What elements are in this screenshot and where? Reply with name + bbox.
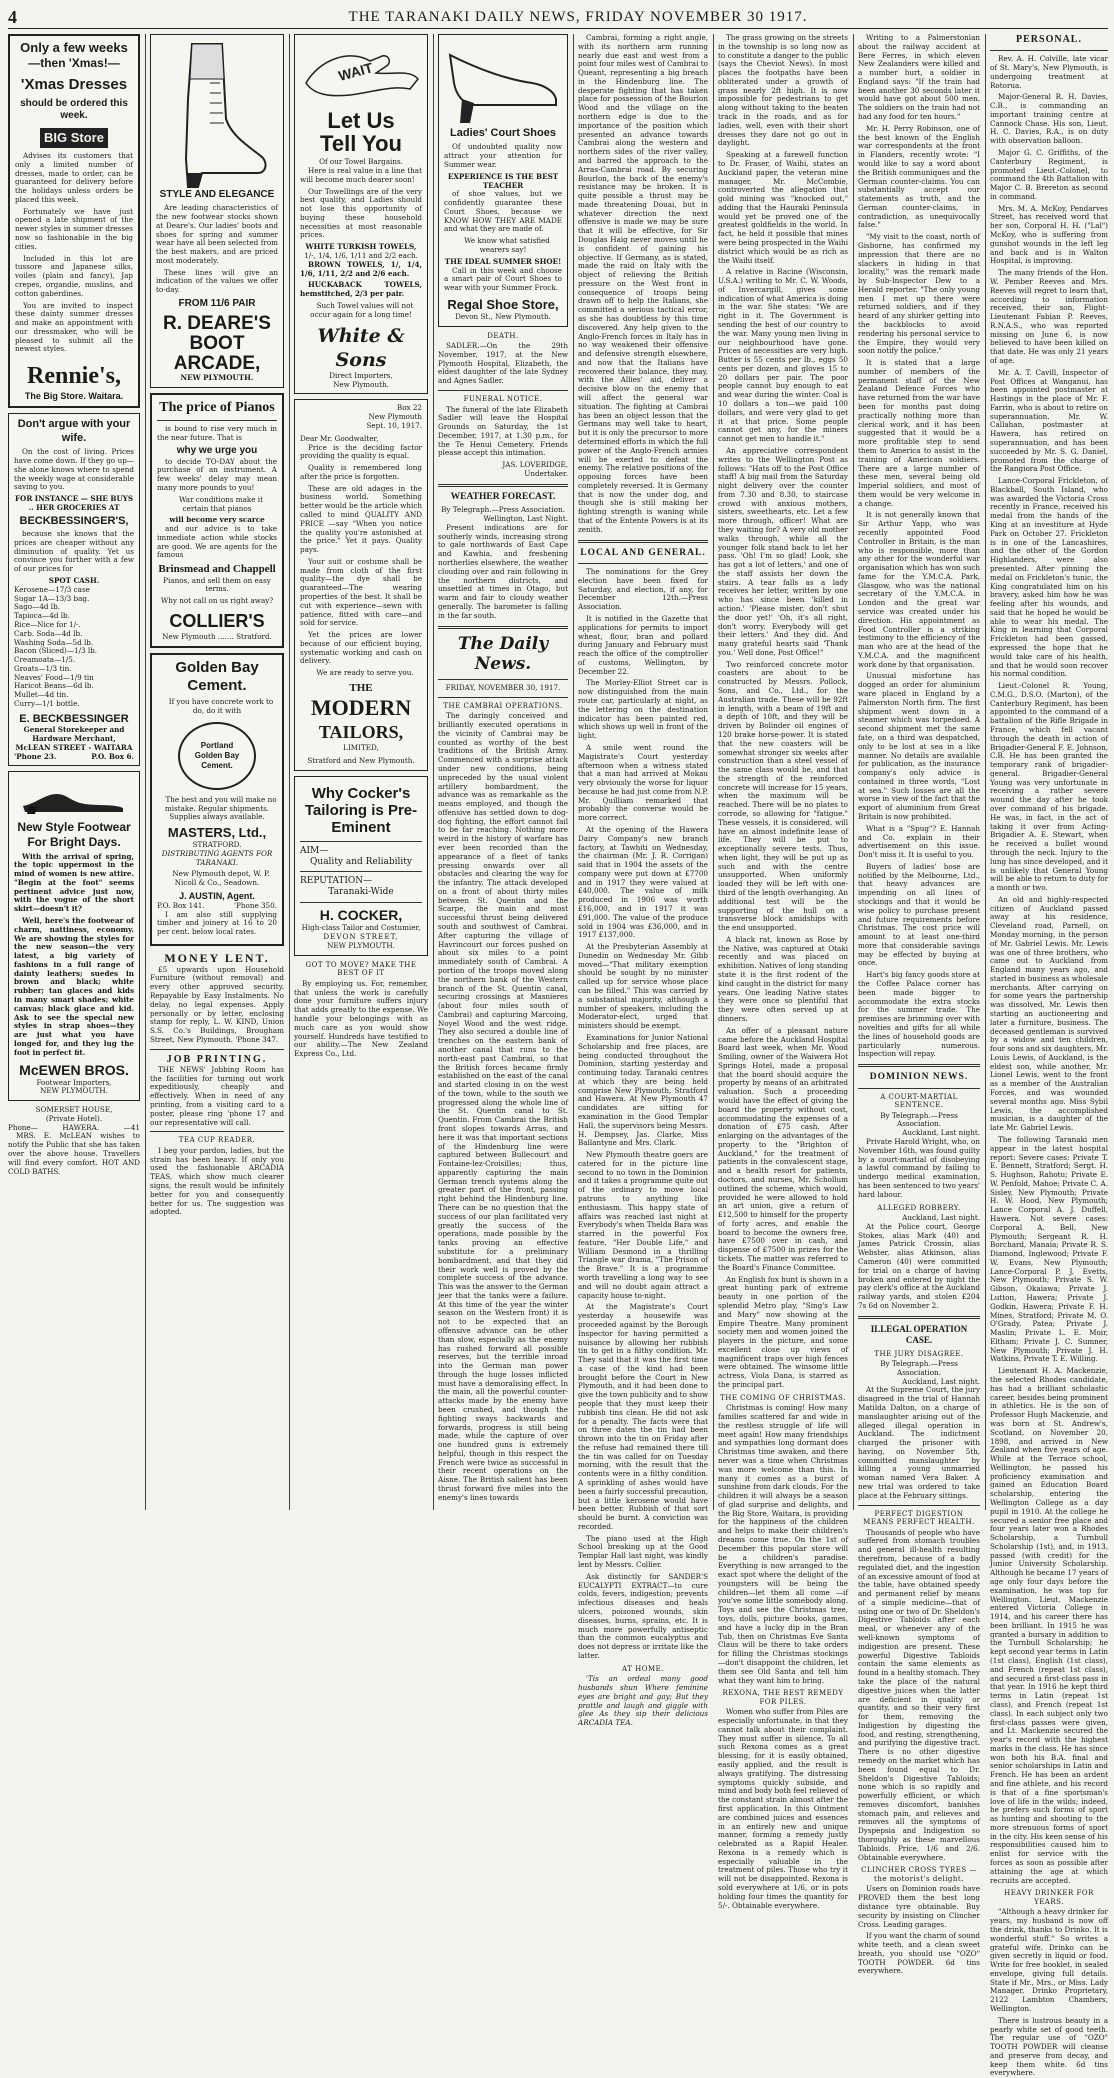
c7-body4: It is stated that a large number of members of the permanent staff of the New Zealand Defence Forces who have returned from the war have been for months past doing practically nothing more than clerical work, and it has been suggested that it would be a more profitable step to send them to America to assist in the training of American soldiers. There are a large number of these men, several being old Imperial soldiers, and most of them would be very welcome in a change. bbox=[858, 358, 980, 508]
local-body11: The piano used at the High School breaking up at the Good Templar Hall last night, was kindly lent by Messrs. Collier. bbox=[578, 1533, 708, 1570]
page-number: 4 bbox=[8, 6, 17, 27]
funeral-sig: JAS. LOVERIDGE, bbox=[502, 460, 568, 470]
local-body10: At the Magistrate's Court yesterday a housewife was proceeded against by the Borough Inspector for having permitted a nuisance by allowing her rubbish tin to get in a filthy condition. Mr. They said that it was the first time a case of the kind had been brought before the Court in New Plymouth, and it had been done to give the town publicity and to show people that they must keep their rubbish tins clean. He did not ask for a penalty. The facts were that on three dates the tin had been thrown into the tin on Friday after the refuse had remained there till the tin was called for on Tuesday morning, with the result that the contents were in a filthy condition. A sprinkling of ashes would have been a fairly successful precaution, but a little kerosene would have been better. Rubbish of that sort should be burnt. A conviction was recorded. bbox=[578, 1302, 708, 1531]
local-body6: At the opening of the Hawera Dairy Company's new branch factory, at Tawhiti on Wednesday, the chairman (Mr. J. R. Corrigan) said that in 1904 the assets of the company were put down at £7700 and in 1917 they were valued at £40,000. The value of milk produced in 1906 was worth £16,000, and in 1917 it was £91,000. The value of the produce sold in 1904 was £36,000, and in 1917 £137,000. bbox=[578, 824, 708, 940]
weather-by: By Telegraph.—Press Association. bbox=[441, 505, 565, 515]
death-head: DEATH. bbox=[487, 331, 519, 340]
beck-body2: because she knows that the prices are cheaper without any diminution of quality. Yet us convince you further with a few of our prices for bbox=[14, 529, 134, 574]
rennie-body1: Advises its customers that only a limited number of dresses, made to order, can be guaranteed for delivery before the holidays unless orders be placed this week. bbox=[15, 151, 133, 204]
cocker-rep2: Taranaki-Wide bbox=[328, 887, 394, 898]
pianos-body3: War conditions make it certain that pianos bbox=[179, 494, 263, 513]
modern-tailors-ad bbox=[294, 399, 428, 770]
cement-depot: New Plymouth depot, W. P. Nicoll & Co., Seadown. bbox=[172, 869, 270, 888]
pianos-town: New Plymouth ....... Stratford. bbox=[162, 631, 272, 641]
letter-body2: Quality is remembered long after the price is forgotten. bbox=[300, 463, 422, 481]
tea-head: TEA CUP READER. bbox=[178, 1136, 256, 1145]
c7-body3: "My visit to the coast, north of Gisborne, has confirmed my impression that there are no slackers in hiding in that locality," was the remark made by Sub-Inspector Dew to a Herald reporter. "The only young men I met up there were returned soldiers, and if they heard of any shirker getting into the backblocks to avoid rendering his personal service to the Empire, they would very soon notify the police." bbox=[858, 232, 980, 356]
price-item-label: Tapioca—4d lb. bbox=[14, 611, 70, 621]
shoe-illustration-icon bbox=[15, 776, 133, 820]
c6-body9: Christmas is coming! How many families scattered far and wide in the restless struggle of life will meet again! How many friendships and sympathies long dormant does Christmas time awaken, and there never was a time when Christmas was more welcome than this. In many it comes as a burst of sunshine from dark clouds. For the children it will always be a season of glad surprise and delights, and the Big Store, Waitara, is providing for the happiness of the children and helps to make their children's dreams come true. On the 1st of December this popular store will be a children's paradise. Everything is now arranged to the exact spot where the delight of the youngsters will be being the children—let them all come —if you've some little somebody along. Toys and see the Christmas tree, toys, dolls, picture books, games, and have a lucky dip in the Bran Tub, then on Christmas Eve Santa Claus will be there to take orders for filling the Christmas stockings —don't disappoint the children, let them see Old Santa and tell him what they want him to bring. bbox=[718, 1403, 848, 1685]
somerset-name: SOMERSET HOUSE, bbox=[35, 1105, 113, 1115]
cement-ad bbox=[150, 653, 284, 946]
c7-body7: What is a "Spug"? E. Hannah and Co. explain in their advertisement on this issue. Don't miss it. It is useful to you. bbox=[858, 823, 980, 860]
white-t1: WHITE TURKISH TOWELS, bbox=[305, 242, 417, 252]
regal-head: Ladies' Court Shoes bbox=[450, 127, 556, 139]
somerset-body: MRS. E. McLEAN wishes to notify the Public that she has taken over the above house. Travellers will find every comfort. HOT AND COLD BATHS. bbox=[8, 1131, 140, 1176]
death-body: SADLER.—On the 29th November, 1917, at the New Plymouth Hospital, Elizabeth, the eldest daughter of the late Sydney and Agnes Sadler. bbox=[438, 341, 568, 386]
c7-body6: Unusual misfortune has dogged an order for aluminium ware placed in England by a Palmerston North firm. The first shipment went down in a steamer which was torpedoed. A second shipment met the same fate, on a third was despatched, only to be lost at sea in a like manner. No details are available for publication, as the insurance company's only advice is contained in three words, "Lost at sea." Such losses are all the worse in view of the fact that the export of aluminium from Great Britain is now prohibited. bbox=[858, 671, 980, 821]
clincher-head: CLINCHER CROSS TYRES — the motorist's delight. bbox=[861, 1866, 977, 1883]
mcewen-desc: Footwear Importers, bbox=[36, 1077, 112, 1087]
money-body: £5 upwards upon Household Furniture (without removal) and every other approved security. Repayable by Easy Instalments. No delay, no legal expenses. Apply personally or by letter, enclosing stamp for reply, L. W. KIND, Union S.S. Co.'s Buildings, Brougham Street, New Plymouth. 'Phone 347. bbox=[150, 964, 284, 1044]
money-head: MONEY LENT. bbox=[164, 951, 270, 966]
white-town: New Plymouth. bbox=[333, 379, 389, 389]
home-poem: 'Tis an ordeal many good husbands shun Where feminine eyes are bright and gay; But they prattle and laugh and giggle with glee As they sip their delicious ARCADIA TEA. bbox=[578, 1674, 708, 1728]
pianos-body1: is bound to rise very much in the near future. That is bbox=[157, 423, 277, 442]
local-body5: A smile went round the Magistrate's Court yesterday afternoon when a witness stated that a man had arrived at Mokau very obviously the worse for liquor because he had just come from N.P. Mr. Quilliam remarked that probably the converse would be more correct. bbox=[578, 742, 708, 823]
tailors-name3: TAILORS, bbox=[318, 722, 404, 743]
drink-head: HEAVY DRINKER FOR YEARS. bbox=[1004, 1889, 1094, 1906]
c8-body13: There is lustrous beauty in a pearly white set of good teeth. The regular use of "OZO" TOOTH POWDER will cleanse and preserve from decay, and keep them white. 6d tins everywhere. bbox=[990, 2015, 1108, 2078]
letter-greet: Dear Mr. Goodwalter, bbox=[300, 433, 379, 443]
local-body9: New Plymouth theatre goers are catered for in the picture line second to no town in the Dominion and it takes a programme quite out of the ordinary to move local patrons to anything like enthusiasm. This happy state of affairs was reached last night at Everybody's when Thelda Bara was starred in the powerful Fox feature, "Her Double Life," and William Desmond in a thrilling Triangle war drama, "The Prison of the Brave." It is a programme worth travelling a long way to see and will no doubt again attract a capacity house to-night. bbox=[578, 1150, 708, 1300]
beck-body: On the cost of living. Prices have come down. If they go up—she alone knows where to spend the weekly wage at considerable saving to you. bbox=[14, 447, 134, 492]
tea-ad bbox=[150, 1136, 284, 1217]
rexona-head: REXONA, THE BEST REMEDY FOR PILES. bbox=[722, 1689, 844, 1706]
beck-desc: General Storekeeper and Hardware Merchant, bbox=[23, 725, 125, 743]
court-shoe-icon bbox=[444, 39, 564, 127]
c8-body6: Mr. A. T. Cavill, Inspector of Post Offices at Wanganui, has been appointed postmaster at Hastings in the place of Mr. F. Farrin, who is about to retire on superannuation. Mr. W. Callahan, postmaster at Hawera, has retired on superannuation, and has been succeeded by Mr. S. G. Daniel, promoted from the charge of the Rangiora Post Office. bbox=[990, 367, 1108, 474]
printing-head: JOB PRINTING. bbox=[166, 1053, 268, 1065]
c7-body5: It is not generally known that Sir Arthur Yapp, who was recently appointed Food Controller in Britain, is the man who is responsible, more than any other for the wonderful war organisation which has won such fame for the Y.M.C.A. Park, Glasgow, who was the national secretary of the Y.M.C.A. in London and the great war service was created under his direction. His appointment as Food Controller is a striking testimony to the efficiency of the man who are at the head of the Y.M.C.A. and the magnificent work done by that organisation. bbox=[858, 510, 980, 669]
column-6 bbox=[718, 33, 848, 1910]
price-item-label: Groats—1/3 tin. bbox=[14, 663, 72, 673]
price-item-label: Mullet—4d tin. bbox=[14, 690, 69, 700]
price-item-label: Bacon (Sliced)—1/3 lb. bbox=[14, 646, 98, 656]
column-4 bbox=[438, 34, 568, 1510]
c7-place3: Auckland, Last night. bbox=[902, 1376, 980, 1386]
c8-body12: "Although a heavy drinker for years, my husband is now off the drink, thanks to Drinko. It is wonderful stuff." So writes a grateful wife. Drinko can be given secretly in liquid or food. Write for free booklet, in sealed envelope, giving full details. State if Mr., Mrs., or Miss. Lady Manager, Drinko Proprietary, 2122 Lambton Chambers, Wellington. bbox=[990, 1907, 1108, 2013]
price-item-label: Carb. Soda—4d lb. bbox=[14, 628, 83, 638]
column-5 bbox=[578, 33, 708, 1728]
c6-body7: An offer of a pleasant nature came before the Auckland Hospital Board last week, when Mr. Wood Smiling, owner of the Waiwera Hot Springs Hotel, made a proposal that the board should acquire the property by means of an arbitrated valuation. Such a proceeding would have the effect of giving the board the property without cost, accommodating the expenses of a donation of £75 cash. After enlarging on the advantages of the property to the "Brighton of Auckland," for the treatment of patients in the convalescent stage, and a health resort for patients, doctors, and nurses, Mr. Schollum outlined the scheme, which would, provided he were allowed to hold an art union, give a return of £12,500 to himself for the property of forty acres, and enable the board to become the owners free, have £7500 over in cash, and dispense of £7500 in prizes for the tickets. The matter was referred to the Board's Finance Committee. bbox=[718, 1025, 848, 1272]
letter-body1: Price is the deciding factor providing the quality is equal. bbox=[300, 442, 422, 461]
letter-body4: Your suit or costume shall be made from cloth of the first quality—the dye shall be guaranteed—The wearing properties of the best. It shall be cut with experience—sewn with patience, fitted with care—and sold for service. bbox=[300, 556, 422, 628]
c8-body9: An old and highly-respected citizen of Auckland passed away at his residence, Cleveland road, Parnell, on Monday morning, in the person of Mr. Gabriel Lewis. Mr. Lewis was one of three brothers, who came out to Auckland from England many years ago, and started in business as wholesale merchants. After carrying on for some years the partnership was dissolved, Mr. Lewis then starting an auctioneering and later a furniture, business. The deceased gentleman is survived by a widow and ten children, four sons and six daughters, Mr. Louis Lewis, of Auckland, is the eldest son, while another, Mr. Lionel Lewis, went to the front as a member of the Australian Forces, and was wounded several months ago. Miss Sybil Lewis, the accomplished musician, is a daughter of the late Mr. Gabriel Lewis. bbox=[990, 894, 1108, 1133]
local-body8: Examinations for Junior National Scholarship and free places, are being conducted throughout the Dominion, starting yesterday and continuing today. Taranaki centres at which they are being held comprise New Plymouth, Stratford and Hawera. At New Plymouth 47 candidates are sitting for examination in the Good Templar Hall, the supervisors being Messrs. H. Dempsey, Jas. Clarke, Miss Ballantyne and Mrs. Clark. bbox=[578, 1032, 708, 1148]
cocker-desc: High-class Tailor and Costumier, bbox=[301, 923, 421, 933]
local-body2: The nominations for the Grey election have been fixed for Saturday, and election, if any, for December 12th.—Press Association. bbox=[578, 567, 708, 612]
local-body7: At the Presbyterian Assembly at Dunedin on Wednesday Mr. Gibb moved—"That military exemption should be sought by no minister called up for service whose place can be filled." This was carried by a substantial majority, although a number of speakers, including the Moderator-elect, urged that ministers should be exempt. bbox=[578, 942, 708, 1031]
rennie-store: BIG Store bbox=[40, 128, 108, 148]
white-body4: Such Towel values will not occur again for a long time! bbox=[310, 300, 414, 319]
regal-addr: Devon St., New Plymouth. bbox=[455, 311, 551, 321]
pianos-ad bbox=[150, 393, 284, 648]
deare-name: R. DEARE'S BOOT ARCADE, bbox=[163, 313, 271, 375]
local-body12: Ask distinctly for SANDER'S EUCALYPTI EXTRACT—to cure colds, fevers, indigestion; prevents infectious diseases and heals ulcers, poisoned wounds, skin diseases, burns, sprains, etc. It is much more powerfully antiseptic than the common eucalyptus and does not depress or irritate like the latter. bbox=[578, 1571, 708, 1660]
rennie-line2: —then 'Xmas!— bbox=[28, 55, 120, 70]
cement-town: STRATFORD. bbox=[192, 840, 242, 850]
rennie-line1: Only a few weeks bbox=[20, 40, 128, 55]
pianos-brand: Brinsmead and Chappell bbox=[158, 563, 276, 576]
beck-phone: 'Phone 23. bbox=[14, 751, 57, 761]
beck-po: P.O. Box 6. bbox=[91, 751, 134, 761]
c7-place2: Auckland, Last night. bbox=[902, 1213, 980, 1223]
rennie-body2: Fortunately we have just opened a late shipment of the newer styles in summer dresses now so fashionable in the big cities. bbox=[15, 206, 133, 251]
white-desc: Direct Importers, bbox=[329, 370, 393, 380]
funeral-head: FUNERAL NOTICE. bbox=[463, 394, 543, 403]
c7-by1: By Telegraph.—Press Association. bbox=[880, 1110, 958, 1129]
c7-body13: Thousands of people who have suffered from stomach troubles and general ill-health resulting therefrom, because of a badly regulated diet, and the ingestion of an excessive amount of food at the table, have obtained speedy and permanent relief by means of a simple medicine—that of using one or two of Dr. Sheldon's Digestive Tabloids after each meal, or whenever any of the well-known symptoms of indigestion are present. These powerful Digestive Tabloids contain the same elements as found in a healthy stomach. They take the place of the natural digestive juices when the latter are deficient in quality or quantity, and so their very first for them, removing the Indigestion by digesting the food, and resting, strengthening, and purifying the digestive tract. There is no other digestive remedy on the market which has been found equal to Dr. Sheldon's Digestive Tabloids; none which is so rapidly and powerfully efficient, or which removes discomfort, banishes stomach pain, and relieves and removes all the symptoms of Dyspepsia and Indigestion so thoroughly as these marvellous Tabloids. Price, 1/6 and 2/6. Obtainable everywhere. bbox=[858, 1527, 980, 1862]
letter-addr3: Sept. 10, 1917. bbox=[366, 420, 422, 430]
beck-store: BECKBESSINGER'S, bbox=[19, 514, 129, 527]
somerset-phone: Phone— bbox=[8, 1122, 38, 1132]
cement-agent: J. AUSTIN, Agent. bbox=[179, 890, 255, 901]
move-head: GOT TO MOVE? MAKE THE BEST OF IT bbox=[305, 960, 417, 978]
cement-body: If you have concrete work to do, do it with bbox=[168, 697, 274, 716]
c6-body10: Women who suffer from Piles are especially unfortunate, in that they cannot talk about their complaint. They must suffer in silence. To all such Rexona comes as a great blessing, for it is easily obtained, easily applied, and the result is always gratifying. The distressing symptoms quickly subside, and mind and body both feel relieved of the constant strain almost after the first application. In this Ointment are combined juices and essences in an entirely new and unique manner, forming a remedy justly celebrated as a Rapid Healer. Rexona is a remedy which is especially valuable in the treatment of piles. Those who try it will not be disappointed. Rexona is sold everywhere at 1/6, or in pots holding four times the quantity for 5/-. Obtainable everywhere. bbox=[718, 1707, 848, 1910]
cement-desc: DISTRIBUTING AGENTS FOR TARANAKI. bbox=[161, 848, 273, 867]
price-item-label: Curry—1/1 bottle. bbox=[14, 698, 80, 708]
rennie-name: Rennie's, bbox=[26, 363, 121, 390]
rennie-line3: 'Xmas Dresses bbox=[20, 76, 128, 94]
pianos-body4: will become very scarce bbox=[169, 515, 265, 525]
beck-price-list bbox=[14, 586, 134, 709]
cement-head: Golden Bay Cement. bbox=[175, 658, 259, 694]
c7-body11: At the Police court, George Stokes, alias Mark (40) and James Patrick Crossin, alias Webster, alias Atkinson, alias Cameron (40) were committed for trial on a charge of having broken and entered by night the pay clerk's office at the Auckland railway yards, and stolen £204 7s 6d on November 2. bbox=[858, 1221, 980, 1310]
cement-logo1: Portland bbox=[200, 741, 234, 751]
column-3 bbox=[294, 34, 428, 1510]
c7-by2: By Telegraph.—Press Association. bbox=[880, 1359, 958, 1377]
masthead bbox=[8, 6, 1108, 29]
c6-body3: A relative in Racine (Wisconsin, U.S.A.) writing to Mr. C. W. Woods, of Invercargill, gives some indication of what America is doing in the war. She states: "We are right in it. The Government is sending the best of our country to the war. Many young men living in our neighbourhood have gone. Prices of necessities are very high. Butter is 55 cents per lb., eggs 50 cents per dozen, and gloves 15 to 20 dollars per pair. The poor people cannot buy enough to eat and wear during the winter. Coal is 10 dollars a ton—we paid 100 dollars, and were very glad to get it at that price. Some people cannot get any, for the miners cannot get men to handle it." bbox=[718, 267, 848, 444]
c7-body15: If you want the charm of sound white teeth, and a clean sweet breath, you should use "OZO" TOOTH POWDER. 6d tins everywhere. bbox=[858, 1931, 981, 1976]
jury-head: THE JURY DISAGREE. bbox=[874, 1349, 964, 1358]
weather-body: Present indications are for southerly winds, increasing strong to gale northwards of East Cape and Kawhia, and freshening northerlies elsewhere, the weather clouding over and rain following in the northern districts, and unsettled at times in Otago, but warm and fair to cloudy weather generally. The barometer is falling in the far south. bbox=[438, 522, 568, 620]
masthead-title: THE TARANAKI DAILY NEWS, FRIDAY NOVEMBER 30 1917. bbox=[348, 8, 808, 25]
cocker-addr: DEVON STREET, bbox=[323, 932, 399, 942]
c6-body4: An appreciative correspondent writes to the Wellington Post as follows: "Hats off to the Post Office staff! A big mail from the Saturday night delivery over the counter from 7.30 and 8.30, to staircase crowd with anxious mothers, sisters, sweethearts, etc. Let a few more through, officer! What are they waiting for? A very old mother walks through, while all the younger folk stand back to let her pass. 'Oh! I'm so glad! Look, she has got a lot of letters,' and one of the staff assists her down the stairs. A tear falls as a lady receives her letter, written by one who has since been 'killed in action.' 'Please mister, don't shut the door yet!' 'Oh, it's all right, don't worry. Everybody will get their letters.' And they did. And many grateful hearts said 'Thank you.' Well done, Post Office!" bbox=[718, 445, 848, 657]
c7-body10: Private Harold Wright, who, on November 16th, was found guilty by a court-martial of disobeying a lawful command by failing to undergo medical examination, has been sentenced to two years' hard labour. bbox=[858, 1137, 980, 1199]
wait-hand-icon bbox=[300, 39, 424, 109]
c6-body5: Two reinforced concrete motor coasters are about to be constructed by Messrs. Pollock, Sons, and Co., Ltd., for the Australian trade. These will be 92ft in length, with a beam of 19ft and a depth of 10ft, and they will be driven by Bolinder oil engines of 120 brake horse-power. It is stated that the new coasters will be somewhat stronger six weeks after construction than a steel vessel of the same class would be, and that the strength of the reinforced concrete will increase for 15 years, when the maximum will be reached. There will be no plates to corrode, so allowing for "fatigue." These vessels, it is considered, will have an almost indefinite lease of life. They will be put to exceptionally severe tests. Thus, when light, they will be put up as such and with the centre unsupported. When uniformly loaded they will be left with one-third of the length overhanging. An additional test will be the supporting of the hull on a transverse block amidships with the end unsupported. bbox=[718, 659, 848, 933]
beck-spot: SPOT CASH. bbox=[48, 576, 100, 586]
move-body: By employing us. For, remember, that unless the work is carefully done your furniture suffers injury that adds greatly to the expense. We handle your belongings with as much care as you would show yourself. Hundreds have testified to our ability.—The New Zealand Express Co., Ltd. bbox=[294, 978, 428, 1059]
white-name: White & Sons bbox=[317, 325, 405, 371]
letter-addr2: New Plymouth bbox=[368, 412, 422, 422]
mcewen-head: New Style Footwear For Bright Days. bbox=[17, 820, 131, 849]
price-item-label: Sugar 1A—13/3 bag. bbox=[14, 593, 90, 603]
pianos-head: The price of Pianos bbox=[159, 399, 275, 415]
newspaper-page bbox=[8, 6, 1108, 2078]
deare-body2: These lines will give an indication of the values we offer to-day. bbox=[156, 267, 278, 295]
cocker-name: H. COCKER, bbox=[319, 907, 403, 924]
cement-logo bbox=[178, 722, 256, 790]
cement-logo2: Golden Bay bbox=[194, 750, 240, 760]
beck-name: E. BECKBESSINGER bbox=[19, 712, 129, 725]
regal-body2: EXPERIENCE IS THE BEST TEACHER bbox=[447, 171, 559, 190]
cocker-aim: AIM— bbox=[300, 845, 329, 856]
nameplate-date: FRIDAY, NOVEMBER 30, 1917. bbox=[445, 682, 561, 692]
cocker-ad bbox=[294, 776, 428, 956]
personal-head: PERSONAL. bbox=[1016, 34, 1082, 45]
column-1 bbox=[8, 34, 140, 1510]
deare-ad bbox=[150, 34, 284, 388]
beck-instance: FOR INSTANCE — SHE BUYS .. HER GROCERIES AT bbox=[14, 494, 134, 512]
svg-text:WAIT: WAIT bbox=[336, 59, 375, 84]
somerset-note: (Private Hotel). bbox=[45, 1113, 103, 1123]
court-martial-head: A COURT-MARTIAL SENTENCE. bbox=[880, 1092, 958, 1110]
beckbessinger-ad bbox=[8, 413, 140, 766]
tailors-ltd: LIMITED, bbox=[343, 743, 379, 753]
c8-body3: Major G. C. Griffiths, of the Canterbury Regiment, is promoted Lieut.-Colonel, to command the 4th Battalion with Major C. B. Brereton as second in command. bbox=[990, 148, 1108, 201]
printing-body: THE NEWS' Jobbing Room has the facilities for turning out work expeditiously, cheaply and effectively. When in need of any printing, from a visiting card to a poster, please ring 'phone 17 and our representative will call. bbox=[150, 1064, 284, 1127]
cement-box: P.O. Box 141. bbox=[157, 900, 205, 910]
c6-body2: Speaking at a farewell function to Dr. Fraser, of Waihi, states an Auckland paper, the veteran mine manager, Mr. McCombie, controverted the allegation that gold mining was "knocked out," adding that the Hauraki Peninsula would yet be proved one of the greatest goldfields in the world. In fact, he held it possible that mines were being prospected in the Waihi district which would be as rich as the Waihi itself. bbox=[718, 150, 848, 265]
price-item-label: Creamoata—1/5. bbox=[14, 655, 76, 665]
cocker-rep: REPUTATION— bbox=[300, 876, 373, 887]
price-item-label: Rice—Nice for 1/-. bbox=[14, 619, 81, 629]
rennie-ad bbox=[8, 34, 140, 408]
regal-ad bbox=[438, 34, 568, 327]
white-body2: Here is real value in a line that will become much dearer soon! bbox=[300, 165, 422, 184]
cocker-town: NEW PLYMOUTH. bbox=[327, 941, 395, 951]
weather-place: Wellington, Last Night. bbox=[483, 514, 568, 524]
deare-price: FROM 11/6 PAIR bbox=[178, 298, 256, 309]
move-ad bbox=[294, 961, 428, 1059]
c8-body1: Rev. A. H. Colville, late vicar of St. Mary's, New Plymouth, is undergoing treatment at Rotorua. bbox=[990, 54, 1108, 90]
c7-place1: Auckland, Last night. bbox=[902, 1128, 980, 1138]
c8-body10: The following Taranaki men appear in the latest hospital report: Severe cases: Private T. E. Bennett, Stratford; Sergt. H. S. Hughson, Rahotu; Private E. W. Penfold, Mahoe; Private C. A. Sisley, New Plymouth; Private H. W. Hood, New Plymouth; Lance Corporal A. J. Duffell, Hawera. Not severe cases: Corporal A. Bell, New Plymouth; Sergeant R. H. Borchard, Manaia; Private R. S. Diamond, Inglewood; Private F. W. Evans, New Plymouth; Lance-Corporal P. J. Evetts, New Plymouth; Private S. W. Gibson, Okaiawa; Private J. Lutton, Hawera; Private J. Godkin, Hawera; Private F. H. Mines, Stratford; Private M. O. O'Grady, Patea; Private J. Maslin; Private L. E. Moir, Eltham; Private J. C. Sumner, New Plymouth; Private J. H. Watkins, Private T. E. Willing. bbox=[990, 1134, 1108, 1364]
beck-head: Don't argue with your wife. bbox=[17, 418, 131, 444]
pianos-body6: Pianos, and sell them on easy terms. bbox=[163, 575, 271, 594]
mcewen-name: McEWEN BROS. bbox=[19, 1061, 129, 1078]
local-general-head: LOCAL AND GENERAL. bbox=[580, 547, 706, 558]
cocker-aim2: Quality and Reliability bbox=[310, 856, 412, 867]
tailors-name1: THE bbox=[349, 682, 373, 695]
c7-body1: Writing to a Palmerstonian about the railway accident at Bere Ferres, in which eleven New Zealanders were killed and a number hurt, a soldier in England says: "If the train had been another 30 seconds later it would have got about 500 men. The soldiers on the train had not had any food for ten hours." bbox=[858, 33, 980, 122]
c7-body9: Hart's big fancy goods store at the Coffee Palace corner has been made bigger to accommodate the extra stocks for the summer trade. The premises are brimming over with novelties and gifts for all while the lines of household goods are particularly numerous. Inspection will repay. bbox=[858, 970, 980, 1059]
tailors-addr: Stratford and New Plymouth. bbox=[307, 756, 415, 765]
cement-body2: The best and you will make no mistake. Regular shipments. Supplies always available. bbox=[164, 794, 277, 822]
c6-body6: A black rat, known as Rose by the Native, was captured at Otaki recently and was placed on exhibition. Natives of long standing state it is the first rodent of the kind caught in the district for many years. One leading Native states they were once so plentiful that they were often served up at dinners. bbox=[718, 934, 848, 1023]
column-8 bbox=[990, 34, 1108, 2078]
c7-body8: Buyers of ladies' hose are notified by the Melbourne, Ltd., that heavy advances are impending on all lines of stockings and that it would be wise policy to purchase present and future requirements before Christmas. The cost price will amount to at least one-third more that considerable savings may be effected by buying at once. bbox=[858, 861, 980, 968]
price-item-label: Kerosene—17/3 case bbox=[14, 584, 90, 594]
somerset-num: —41 bbox=[123, 1122, 140, 1132]
column-7 bbox=[858, 33, 981, 1976]
deare-head: STYLE AND ELEGANCE bbox=[159, 189, 275, 200]
mcewen-town: NEW PLYMOUTH. bbox=[40, 1086, 108, 1096]
white-t2: BROWN TOWELS, 1/, 1/4, 1/6, 1/11, 2/2 and 2/6 each. bbox=[300, 259, 422, 278]
nameplate: The Daily News. bbox=[457, 633, 549, 675]
c6-body8: An English fox hunt is shown in a great hunting park of extreme beauty in one portion of the splendid Metro play, "Sing's Law and Mary" now showing at the Empire Theatre. Many prominent society men and women joined the players in the picture, and some excellent close up views of magnificent traps over high fences were obtained. The winsome little actress, Viola Dana, is starred as the principal part. bbox=[718, 1274, 848, 1389]
regal-body5: THE IDEAL SUMMER SHOE! bbox=[444, 256, 562, 266]
c7-body2: Mr. H. Perry Robinson, one of the best known of the English war correspondents at the front in Flanders, recently wrote: "I would like to say a word about the British communiques and the German counter-claims. You can substantially accept our statements as truth, and the German counter-claims, in contradiction, as unequivocally false." bbox=[858, 123, 980, 230]
letter-body5: Yet the prices are lower because of our efficient buying, systematic working and cash on delivery. bbox=[300, 630, 422, 666]
white-body1: Of our Towel Bargains. bbox=[319, 157, 403, 167]
c8-body2: Major-General R. H. Davies, C.B., is commanding an important training centre at Cannock Chase. His son, Lieut. H. C. Davies, R.A., is on duty with observation balloon. bbox=[990, 92, 1108, 146]
robbery-head: ALLEGED ROBBERY. bbox=[877, 1203, 961, 1212]
cocker-head: Why Cocker's Tailoring is Pre-Eminent bbox=[304, 784, 418, 837]
funeral-sig2: Undertaker. bbox=[524, 468, 568, 478]
cambrai-head: THE CAMBRAI OPERATIONS. bbox=[443, 701, 563, 710]
price-item-label: Haricot Beans—6d lb. bbox=[14, 681, 94, 691]
c8-body8: Lieut.-Colonel R. Young, C.M.G., D.S.O. (Marton), of the Canterbury Regiment, has been appointed to the command of a battalion of the Rifle Brigade in France, which fell vacant through the death in action of Brigadier-General F. E. Johnson, C.B. He has been granted the temporary rank of brigadier-general. Brigadier-General Young was very unfortunate in receiving a rather severe wound the day after he took over command of his brigade. He was, in fact, in the act of taking it over from Acting-Brigadier A. E. Stewart, when he received a bullet wound through the neck. Injury to the lung has since developed, and it is unlikely that General Young will be able to return to duty for a month or two. bbox=[990, 681, 1108, 893]
regal-body3: of shoe values, but we confidently guarantee these Court Shoes, because we KNOW HOW THEY ARE MADE and what they are made of. bbox=[444, 189, 562, 234]
money-ad bbox=[150, 951, 284, 1045]
digestion-head: PERFECT DIGESTION MEANS PERFECT HEALTH. bbox=[863, 1509, 975, 1527]
rennie-town: The Big Store. Waitara. bbox=[24, 391, 124, 402]
deare-body: Are leading characteristics of the new footwear stocks shown at Deare's. Our ladies' boots and shoes for spring and summer wear have all been selected from the best makers, and are priced most moderately. bbox=[156, 203, 278, 265]
mcewen-ad bbox=[8, 771, 140, 1101]
price-item bbox=[14, 700, 134, 709]
pianos-body2: to decide TO-DAY about the purchase of an instrument. A few weeks' delay may mean many more pounds to you! bbox=[157, 456, 277, 492]
home-head: AT HOME. bbox=[622, 1664, 664, 1673]
cambrai-continued: Cambrai, forming a right angle, with its northern arm running nearly due east and west from a point four miles west of Cambrai to Queant, representing a big breach in the Hindenburg line. The desperate fighting that has taken place for possession of the Bourlon Wood and the village on the northern edge is due to the importance of the position which presented an advance towards Cambrai along the western and northern sides of the river valley, and barred the approach to the Arras-Cambrai road. By securing Bourlon, the back of the enemy's resistance may be broken. It is quite possible a thrust may be made threatening Douai, but in whatever direction the next offensive is made we may be sure that it will be effective, for Sir Douglas Haig never moves until he is confident of gaining his objective. If Germany, as is stated, made the raid on Italy with the object of relieving the British pressure on the West front in consequence of troops being drawn off to help the Italians, she committed a serious tactical error, as she has doubtless by this time discovered. Any help given to the Anglo-French forces in Italy has in no way weakened their offensive and defensive strength elsewhere, and now that the Italians have recovered their balance, they may, with the Allies' aid, deliver a decisive blow on the enemy that will affect the general war situation. The fighting at Cambrai has been an object lesson that the Germans may well take to heart, but it is only the precursor to more determined efforts in which the full power of the Anglo-French armies will be exerted to defeat the enemy. The relative positions of the opposing forces have been completely reversed. It is Germany that is now the under dog, and though she is still making her fighting strength is waning while that of the Entente Powers is at its zenith. bbox=[578, 33, 708, 534]
cambrai-body: The daringly conceived and brilliantly executed operations in the vicinity of Cambrai may be counted as worthy of the best traditions of the British Army. Commenced with a surprise attack under new conditions, being unpreceded by the usual violent artillery bombardment, the advance was as remarkable as the means employed, and though the offensive has settled down to dog-dog fighting, the effort cannot fail to be far reaching. Nothing more weird in the history of warfare has ever been recorded than the appearance of a fleet of tanks pressing onwards over all obstacles and clearing the way for the infantry. The attack developed on a front of about thirty miles between St. Quentin and the Scarpe, the main and most successful thrust being delivered south and southwest of Cambrai. After capturing the village of Havrincourt our forces pushed on about six miles to a point immediately south of Cambrai. A portion of the troops moved along the northern bank of the Western branch of the St. Quentin canal, securing crossings at Masnieres (about four miles south of Cambrai) and capturing Marcoing, Noyel Wood and the west ridge. They also secured a double line of trenches on the eastern bank of another canal that runs to the north-east past Cambrai, so that the British forces became firmly established on the east of the canal and started closing in on the west of the town, while to the south we progressed along the whole line of the St. Quentin canal to St. Quentin. From Cambrai the British front slopes towards Arras, and here it was that important sections of the Hindenburg line were captured between Bullecourt and Fontaine-lez-Croisilles; thus, apparently capturing the main German trench systems along the greater part of the front, passing right behind the Hindenburg line. There can be no question that the success of our plan facilitated very greatly the success of the operations, made possible by the tanks proving an effective substitute for a preliminary bombardment, and that they did their work well is proved by the complete success of the advance. This was the answer to the German jeer that the tanks were a failure. At this time of the year the winter season on the Western front) it is not to be expected that an offensive advance can be other than slow, especially as the enemy has rushed forward all possible reserves, but the terrible inroad into the German man power through the huge losses inflicted must have a demoralising effect. In the main, all the powerful counter-attacks made by the enemy have been crushed, and though the fighting sways backwards and forwards, progress is still being made, while the capture of over one hundred guns is extremely helpful, though in this respect the French were twice as successful in their recent operations on the Aisne. The British salient has been thrust forward five miles into the enemy's lines towards bbox=[438, 711, 568, 1502]
cement-name: MASTERS, Ltd., bbox=[167, 825, 267, 841]
pianos-why: why we urge you bbox=[176, 445, 258, 457]
cement-phone: 'Phone 350. bbox=[234, 900, 277, 910]
letter-body3: These are old adages in the business world. Something better would be the article which called to mind QUALITY AND PRICE —say "When you notice the quality you're astonished at the price." Yet it pays. Quality pays. bbox=[300, 483, 422, 555]
christmas-head: THE COMING OF CHRISTMAS. bbox=[720, 1393, 846, 1402]
white-body3: Our Towellings are of the very best quality, and Ladies should not lose this opportunity of buying these household necessities at most reasonable prices. bbox=[300, 186, 422, 240]
white-head2: Tell You bbox=[320, 131, 402, 157]
cement-logo3: Cement. bbox=[201, 760, 233, 770]
regal-name: Regal Shoe Store, bbox=[447, 296, 559, 312]
dominion-news-head: DOMINION NEWS. bbox=[869, 1072, 969, 1083]
c8-body4: Mrs. M. A. McKoy, Pendarves Street, has received word that her son, Corporal H. H. ("Lal") McKoy, who is suffering from gunshot wounds in the left leg and back and is in Walton Hospital, is improving. bbox=[990, 203, 1108, 266]
somerset-town: HAWERA. bbox=[62, 1122, 100, 1132]
tailors-name2: MODERN bbox=[310, 695, 412, 721]
rennie-store-logo bbox=[15, 128, 133, 148]
boot-illustration-icon bbox=[162, 39, 272, 189]
pianos-body7: Why not call on us right away? bbox=[160, 596, 274, 606]
regal-body4: We know what satisfied wearers say! bbox=[464, 236, 550, 254]
rennie-body4: You are invited to inspect these dainty summer dresses and make an appointment with our dressmaker, who will be pleased to submit all the newest styles. bbox=[15, 300, 133, 354]
pianos-body5: and our advice is to take immediate action while stocks are good. We are agents for the famous bbox=[157, 524, 277, 560]
white-t3: HUCKABACK TOWELS, hemstitched, 2/3 per pair. bbox=[300, 280, 422, 299]
c8-body7: Lance-Corporal Frickleton, of Blackball, South Island, who was awarded the Victoria Cross recently in France, received his medal from the hands of the King at an investiture at Hyde Park on October 27. Frickleton is in one of the Lancashires, and the other of the Gordon Highlanders, were also presented. After pinning the medal on Frickleton's tunic, the King congratulated him on his bravery, asked him how he was feeling after his wounds, and said that he hoped he would be able to wear his medal. The King in learning that Corporal Frickleton had been gassed, expressed the hope that he would take care of his health, and that he would soon recover his normal condition. bbox=[990, 476, 1108, 679]
beck-contact bbox=[14, 753, 134, 762]
price-item-label: Neaves' Food—1/9 tin bbox=[14, 672, 94, 682]
mcewen-body2: Well, here's the footwear of charm, nattiness, economy. We are showing the styles for the new season—the very latest, a big variety of fashions in a full range of dainty leathers; suedes in brown and black; white rubber; tan glaces and kids in many smart shades; white canvas; black glace and kid. Ask to see the special new styles in strap shoes—they are just what you have longed for, and they lug the foot in perfect fit. bbox=[14, 916, 134, 1057]
beck-addr: McLEAN STREET - WAITARA bbox=[15, 742, 133, 752]
rennie-body3: Included in this lot are tussore and Japanese silks, voiles (plain and fancy), Jap crepes, organdie, muslins, and cotton gaberdines. bbox=[15, 253, 133, 298]
price-item-label: Washing Soda—5d lb. bbox=[14, 637, 94, 647]
price-item-label: Sago—4d lb. bbox=[14, 602, 60, 612]
local-body4: The Morley-Elliot Street car is now distinguished from the main route car, particularly at night, as the lettering on the destination indicator has been painted red, which shows up well in front of the light. bbox=[578, 678, 708, 741]
column-2 bbox=[150, 34, 284, 1510]
funeral-body: The funeral of the late Elizabeth Sadler will leave the Hospital Grounds on Saturday, the 1st December, 1917, at 1.30 p.m., for the Te Henui Cemetery. Friends please accept this intimation. bbox=[438, 404, 568, 458]
white-t1p: 1/-, 1/4, 1/6, 1/11 and 2/2 each. bbox=[304, 251, 418, 260]
illegal-head: ILLEGAL OPERATION CASE. bbox=[870, 1323, 968, 1345]
c6-body1: The grass growing on the streets in the township is so long now as to constitute a danger to the public (says the Cheviot News). In most places the footpaths have been obliterated under a growth of grass nearly 2ft high. It is now impossible for pedestrians to get along without taking to the beaten track in the roads, and as for ladies, well, even with their short dresses they dare not go out in daylight. bbox=[718, 33, 848, 148]
cement-note: I am also still supplying timber and joinery at 16 to 20 per cent. below local rates. bbox=[157, 909, 277, 937]
white-sons-ad bbox=[294, 34, 428, 394]
weather-head: WEATHER FORECAST. bbox=[450, 491, 556, 502]
c7-body14: Users on Dominion roads have PROVED them the best long distance tyre obtainable. Buy security by insisting on Clincher Cross. Leading garages. bbox=[858, 1884, 980, 1929]
letter-body6: We are ready to serve you. bbox=[316, 668, 414, 678]
c7-body12: At the Supreme Court, the jury disagreed in the trial of Hannah Matilda Dalton, on a charge of manslaughter arising out of the alleged illegal operation in Auckland. The indictment charged the prisoner with having, on November 5th, committed manslaughter by killing a young unmarried woman named Vera Baker. A new trial was ordered to take place at the February sittings. bbox=[858, 1385, 980, 1500]
mcewen-body1: With the arrival of spring, the topic uppermost in the mind of women is new attire. "Begin at the foot" seems pertinent advice just now, with the vogue of the short skirt—doesn't it? bbox=[14, 851, 134, 914]
tea-body: I beg your pardon, ladies, but the strain has been heavy. If only you used the fashionable ARCADIA TEAS, which show much clearer signs, the result would be infinitely better for you and consequently better for us. The suggestion was adopted. bbox=[150, 1145, 284, 1217]
deare-town: NEW PLYMOUTH. bbox=[180, 373, 254, 382]
rennie-line4: should be ordered this week. bbox=[20, 97, 128, 121]
c8-body11: Lieutenant H. A. Mackenzie, the selected Rhodes candidate, has had a brilliant scholastic career, besides being prominent in athletics. He is the son of Professor Hugh Mackenzie, and was born at St. Andrew's, Scotland, on November 20, 1898, and arrived in New Zealand when five years of age. While at the Terrace school, Wellington, he passed his proficiency examination and gained an Education Board scholarship, entering the Wellington College as a day pupil in 1910. At the college he secured a senior free place and four years later won a Rhodes Scholarship, a Turnbull Scholarship (1st), and, in 1913, passed (with credit) for the Junior University Scholarship. Although he became 17 years of age only four days before the examination, he was top for Wellington. Lieut. Mackenzie entered Victoria College in 1914, and his career there has been brilliant. In 1915 he was granted a bursary in addition to the Turnbull Scholarship; he kept second year terms in Latin (1st class), English (1st class), and French (repeat 1st class), and secured a first-class pass in that year. In 1916 he kept third terms in Latin (repeat 1st class), and French (repeat 1st class). In each subject only two first-class passes were given, and Lt. Mackenzie secured the year's record with the highest marks in the class. He has since won both his B.A. final and senior scholarships in Latin and French. He has been an ardent and fine athlete, and his record is that of a fine sportsman's love of life in the wilds; indeed, he prefers such forms of sport as hunting and shooting to the more strenuous forms of sport in the city. His keen sense of his responsibilities caused him to enlist for service with the forces as soon as possible after attaining the age at which recruits are accepted. bbox=[990, 1366, 1108, 1885]
pianos-name: COLLIER'S bbox=[169, 610, 265, 631]
regal-body1: Of undoubted quality now attract your attention for Summer wear. bbox=[444, 142, 562, 169]
c8-body5: The many friends of the Hon. W. Pember Reeves and Mrs. Reeves will regret to learn that, according to information received, their son, Flight-Lieutenant Fabian P. Reeves, R.N.A.S., who was reported missing on June 6, is now believed to have been killed on that date. He was only 21 years of age. bbox=[990, 268, 1108, 365]
somerset-ad bbox=[8, 1106, 140, 1176]
local-body3: It is notified in the Gazette that applications for permits to import wheat, flour, bran and pollard during January and February must reach the office of the comptroller of customs, Wellington, by December 22. bbox=[578, 614, 708, 676]
letter-addr1: Box 22 bbox=[396, 403, 422, 413]
printing-ad bbox=[150, 1054, 284, 1128]
white-head1: Let Us bbox=[327, 108, 395, 133]
regal-body6: Call in this week and choose a smart pair of Court Shoes to wear with your Summer Frock. bbox=[444, 265, 562, 293]
